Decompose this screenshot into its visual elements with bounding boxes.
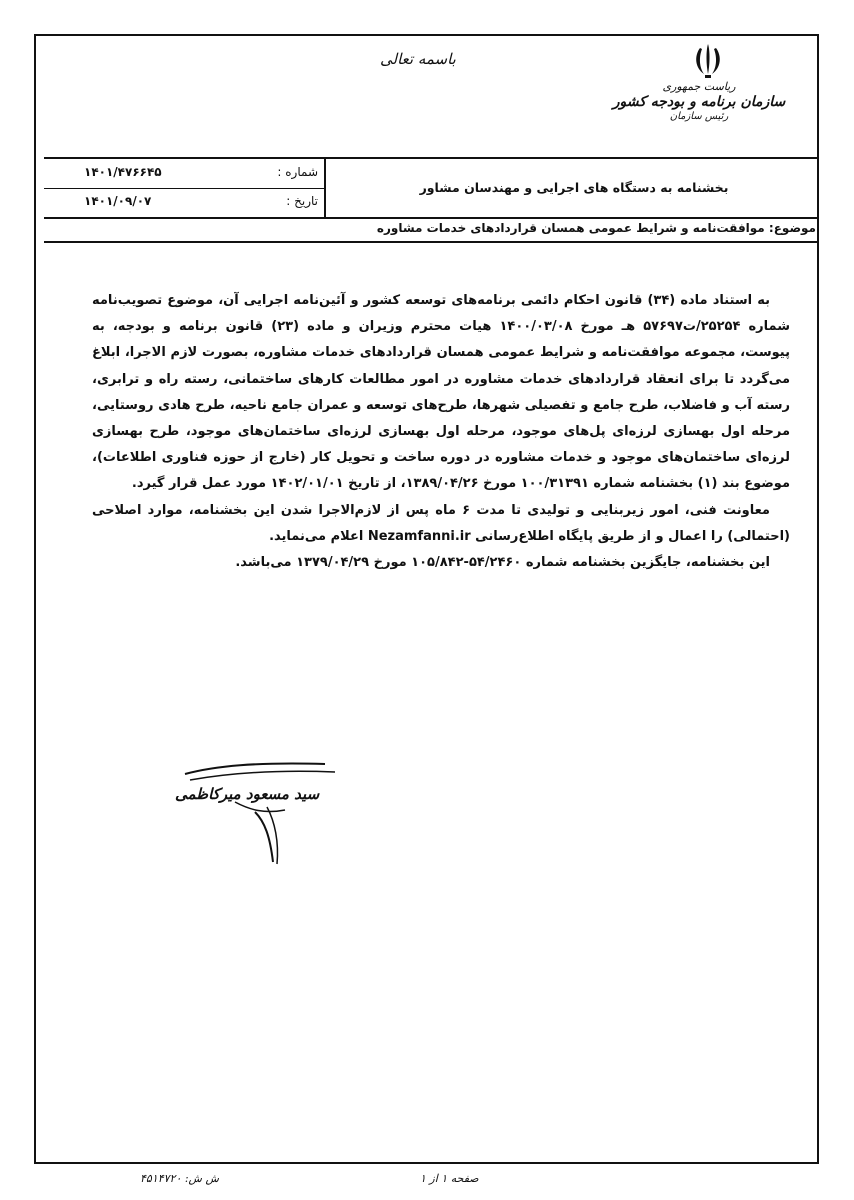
organization-line-1: ریاست جمهوری <box>662 80 736 93</box>
number-label: شماره : <box>277 165 318 179</box>
letter-header <box>44 157 818 243</box>
date-label: تاریخ : <box>286 194 318 208</box>
organization-office: رئیس سازمان <box>669 111 729 123</box>
signer-name: سید مسعود میرکاظمی <box>175 785 320 803</box>
invocation: باسمه تعالی <box>380 50 456 68</box>
page-number: صفحه ۱ از ۱ <box>420 1172 479 1185</box>
letter-meta <box>44 159 326 217</box>
header-row <box>44 159 818 219</box>
organization-block <box>599 80 799 124</box>
body-paragraph-3: این بخشنامه، جایگزین بخشنامه شماره ۵۴/۲۴۶۰-۱۰۵/۸۴۲ مورخ ۱۳۷۹/۰۴/۲۹ می‌باشد. <box>235 555 770 571</box>
date-value: ۱۴۰۱/۰۹/۰۷ <box>84 194 152 208</box>
number-row <box>44 159 324 189</box>
number-value: ۱۴۰۱/۴۷۶۶۴۵ <box>84 165 162 179</box>
date-row <box>44 188 324 217</box>
handwritten-signature <box>175 752 375 872</box>
subject: موضوع: موافقت‌نامه و شرایط عمومی همسان قراردادهای خدمات مشاوره <box>376 221 816 235</box>
body-paragraph-2: معاونت فنی، امور زیربنایی و تولیدی تا مدت ۶ ماه پس از لازم‌الاجرا شدن این بخشنامه، موارد اصلاحی (احتمالی) را اعمال و از طریق پایگاه اطلاع‌رسانی Nezamfanni.ir اعلام می‌نماید. <box>92 502 790 544</box>
iran-emblem-icon <box>690 40 726 80</box>
serial-number: ش ش: ۴۵۱۴۷۲۰ <box>140 1172 219 1185</box>
organization-name: سازمان برنامه و بودجه کشور <box>612 93 786 110</box>
body-paragraph-1: به استناد ماده (۳۴) قانون احکام دائمی برنامه‌های توسعه کشور و آئین‌نامه اجرایی آن، موضوع تصویب‌نامه شماره ۲۵۲۵۴/ت۵۷۶۹۷ هـ مورخ ۱۴۰۰/۰۳/۰۸ هیات محترم وزیران و ماده (۲۳) قانون برنامه و بودجه، به پیوست، مجموعه موافقت‌نامه و شرایط عمومی همسان قراردادهای خدمات مشاوره، بصورت لازم الاجرا، ابلاغ می‌گردد تا برای انعقاد قراردادهای خدمات مشاوره در امور مطالعات کارهای ساختمانی، رسته راه و ترابری، رسته آب و فاضلاب، طرح جامع و تفصیلی شهرها، طرح‌های توسعه و عمران جامع ناحیه، طرح هادی روستایی، مرحله اول بهسازی لرزه‌ای پل‌های موجود، مرحله اول بهسازی لرزه‌ای ساختمان‌های موجود، طرح بهسازی لرزه‌ای ساختمان‌های موجود و خدمات مشاوره در دوره ساخت و تحویل کار (خارج از حوزه فناوری اطلاعات)، موضوع بند (۱) بخشنامه شماره ۱۰۰/۳۱۳۹۱ مورخ ۱۳۸۹/۰۴/۲۶، از تاریخ ۱۴۰۲/۰۱/۰۱ مورد عمل قرار گیرد. <box>92 293 790 492</box>
recipient: بخشنامه به دستگاه های اجرایی و مهندسان مشاور <box>419 180 729 195</box>
letter-body <box>92 288 790 576</box>
